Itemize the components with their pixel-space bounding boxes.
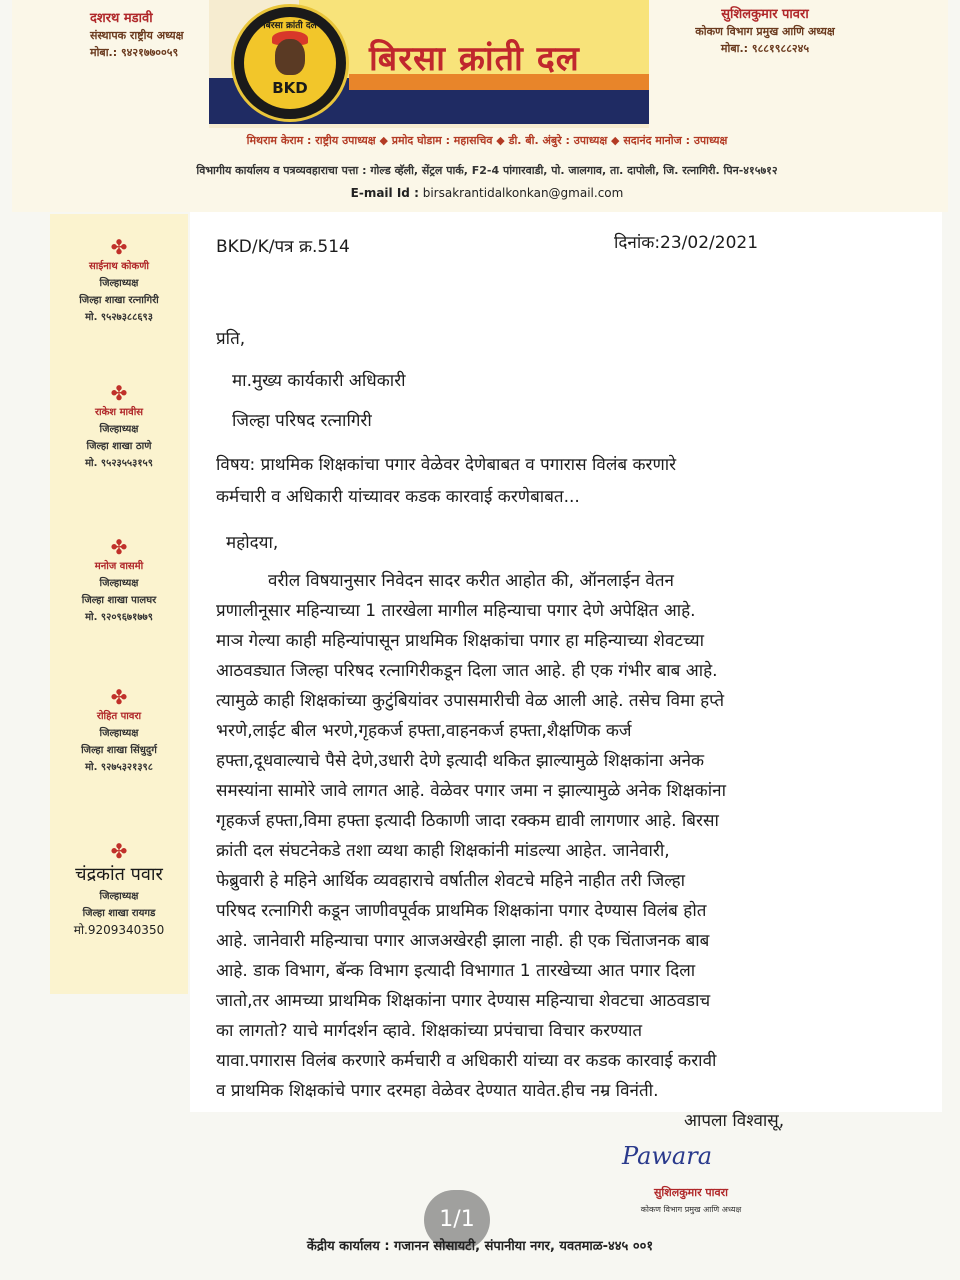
body-line: हफ्ता,दूधवाल्याचे पैसे देणे,उधारी देणे इत्यादी थकित झाल्यामुळे शिक्षकांना अनेक <box>216 751 705 771</box>
signatory-post: कोकण विभाग प्रमुख आणि अध्यक्ष <box>640 1205 742 1214</box>
ornament-icon: ✤ <box>110 535 128 559</box>
closing: आपला विश्वासू, <box>684 1111 785 1131</box>
body-line: का लागतो? याचे मार्गदर्शन व्हावे. शिक्षकांच्या प्रपंचाचा विचार करण्यात <box>216 1021 643 1041</box>
logo-ring-text: बिरसा क्रांती दल <box>263 21 317 31</box>
addressee: मा.मुख्य कार्यकारी अधिकारी <box>232 371 406 391</box>
sidebar-entry <box>50 236 188 326</box>
ornament-icon: ✤ <box>110 685 128 709</box>
email-line <box>67 186 907 200</box>
salutation: महोदया, <box>226 533 279 553</box>
regional-head-title: कोकण विभाग प्रमुख आणि अध्यक्ष <box>695 25 835 38</box>
district-head-name: चंद्रकांत पवार <box>75 864 163 885</box>
district-head-name: राकेश मावीस <box>94 407 144 418</box>
sidebar-entry <box>50 840 188 939</box>
logo-text: BKD <box>272 79 308 97</box>
letterhead <box>12 0 948 212</box>
district-head-role: जिल्हाध्यक्ष <box>99 728 139 739</box>
district-head-role: जिल्हाध्यक्ष <box>99 578 139 589</box>
district-head-role: जिल्हाध्यक्ष <box>99 278 139 289</box>
addressee-office: जिल्हा परिषद रत्नागिरी <box>232 411 372 431</box>
district-head-name: साईनाथ कोकणी <box>88 261 150 272</box>
sidebar-entry <box>50 536 188 626</box>
body-line: आठवड्यात जिल्हा परिषद रत्नागिरीकडून दिला जात आहे. ही एक गंभीर बाब आहे. <box>216 661 718 681</box>
reference-number: BKD/K/पत्र क्र.514 <box>216 237 350 257</box>
body-line: समस्यांना सामोरे जावे लागत आहे. वेळेवर पगार जमा न झाल्यामुळे अनेक शिक्षकांना <box>216 781 726 801</box>
district-head-phone: मो. ९२०९६७१७७९ <box>85 612 153 623</box>
sidebar-entry <box>50 686 188 776</box>
email-address: birsakrantidalkonkan@gmail.com <box>422 186 624 200</box>
founder-phone: मोबा.: ९४२१७७००५९ <box>90 46 179 59</box>
office-bearers-line: मिथराम केराम : राष्ट्रीय उपाध्यक्ष ◆ प्रमोद घोडाम : महासचिव ◆ डी. बी. अंबुरे : उपाध्यक्ष ◆ सदानंद मानोज : उपाध्यक्ष <box>246 134 728 147</box>
office-address: विभागीय कार्यालय व पत्रव्यवहाराचा पत्ता : गोल्ड व्हॅली, सेंट्रल पार्क, F2-4 पांगारवाडी, पो. जालगाव, ता. दापोली, जि. रत्नागिरी. पिन-४१५७१२ <box>196 164 778 177</box>
bkd-logo-icon <box>231 4 349 122</box>
district-head-phone: मो. ९२७५३२१३९८ <box>85 762 153 773</box>
body-line: प्रणालीनूसार महिन्याच्या 1 तारखेला मागील महिन्याचा पगार देणे अपेक्षित आहे. <box>216 601 696 621</box>
district-heads-sidebar <box>50 214 188 994</box>
founder-title: संस्थापक राष्ट्रीय अध्यक्ष <box>90 29 184 42</box>
body-line: त्यामुळे काही शिक्षकांच्या कुटुंबियांवर उपासमारीची वेळ आली आहे. तसेच विमा हप्ते <box>216 691 725 711</box>
page-indicator[interactable]: 1/1 <box>424 1190 490 1250</box>
district-unit: जिल्हा शाखा पालघर <box>81 595 157 606</box>
body-line: क्रांती दल संघटनेकडे तशा व्यथा काही शिक्षकांनी मांडल्या आहेत. जानेवारी, <box>216 841 670 861</box>
letter-date: दिनांक:23/02/2021 <box>614 233 759 253</box>
org-banner <box>209 0 649 128</box>
district-unit: जिल्हा शाखा सिंधुदुर्ग <box>81 745 157 756</box>
ornament-icon: ✤ <box>110 839 128 863</box>
district-unit: जिल्हा शाखा ठाणे <box>86 441 152 452</box>
ornament-icon: ✤ <box>110 381 128 405</box>
body-line: यावा.पगारास विलंब करणारे कर्मचारी व अधिकारी यांच्या वर कडक कारवाई करावी <box>216 1051 717 1071</box>
body-line: फेब्रुवारी हे महिने आर्थिक व्यवहाराचे वर्षातील शेवटचे महिने नाहीत तरी जिल्हा <box>216 871 686 891</box>
body-line: भरणे,लाईट बील भरणे,गृहकर्ज हफ्ता,वाहनकर्ज हफ्ता,शैक्षणिक कर्ज <box>216 721 632 741</box>
body-line: व प्राथमिक शिक्षकांचे पगार दरमहा वेळेवर देण्यात यावेत.हीच नम्र विनंती. <box>216 1081 659 1101</box>
regional-head-block <box>660 6 870 57</box>
district-unit: जिल्हा शाखा रत्नागिरी <box>79 295 159 306</box>
district-head-phone: मो.9209340350 <box>73 923 165 937</box>
district-unit: जिल्हा शाखा रायगड <box>82 908 156 919</box>
district-head-name: रोहित पावरा <box>96 711 142 722</box>
district-head-phone: मो. ९५२३५५३१५९ <box>85 458 153 469</box>
email-label: E-mail Id : <box>350 186 419 200</box>
regional-head-phone: मोबा.: ९८८१९८८२४५ <box>720 42 810 55</box>
body-line: आहे. जानेवारी महिन्याचा पगार आजअखेरही झाला नाही. ही एक चिंताजनक बाब <box>216 931 710 951</box>
ornament-icon: ✤ <box>110 235 128 259</box>
signature: Pawara <box>622 1142 713 1170</box>
body-line: आहे. डाक विभाग, बॅन्क विभाग इत्यादी विभागात 1 तारखेच्या आत पगार दिला <box>216 961 696 981</box>
founder-name: दशरथ मडावी <box>90 11 153 26</box>
body-line: वरील विषयानुसार निवेदन सादर करीत आहोत की, ऑनलाईन वेतन <box>268 571 674 591</box>
signatory-name: सुशिलकुमार पावरा <box>654 1186 728 1199</box>
subject-line: कर्मचारी व अधिकारी यांच्यावर कडक कारवाई करणेबाबत... <box>216 487 580 507</box>
central-office-address: केंद्रीय कार्यालय : गजानन सोसायटी, संपानीया नगर, यवतमाळ-४४५ ००१ <box>306 1239 654 1254</box>
body-line: जातो,तर आमच्या प्राथमिक शिक्षकांना पगार देण्यास महिन्याचा शेवटचा आठवडाच <box>216 991 711 1011</box>
regional-head-name: सुशिलकुमार पावरा <box>721 7 809 22</box>
subject-line: विषय: प्राथमिक शिक्षकांचा पगार वेळेवर देणेबाबत व पगारास विलंब करणारे <box>216 455 677 475</box>
district-head-name: मनोज वासमी <box>94 561 144 572</box>
organization-name: बिरसा क्रांती दल <box>369 39 580 79</box>
body-line: परिषद रत्नागिरी कडून जाणीवपूर्वक प्राथमिक शिक्षकांना पगार देण्यास विलंब होत <box>216 901 707 921</box>
district-head-role: जिल्हाध्यक्ष <box>99 424 139 435</box>
recipient-prefix: प्रति, <box>216 329 246 349</box>
district-head-role: जिल्हाध्यक्ष <box>99 891 139 902</box>
letter-body <box>190 212 942 1112</box>
sidebar-entry <box>50 382 188 472</box>
district-head-phone: मो. ९५२७३८८६९३ <box>85 312 153 323</box>
body-line: गृहकर्ज हफ्ता,विमा हफ्ता इत्यादी ठिकाणी जादा रक्कम द्यावी लागणार आहे. बिरसा <box>216 811 719 831</box>
body-line: माञ गेल्या काही महिन्यांपासून प्राथमिक शिक्षकांचा पगार हा महिन्याच्या शेवटच्या <box>216 631 704 651</box>
